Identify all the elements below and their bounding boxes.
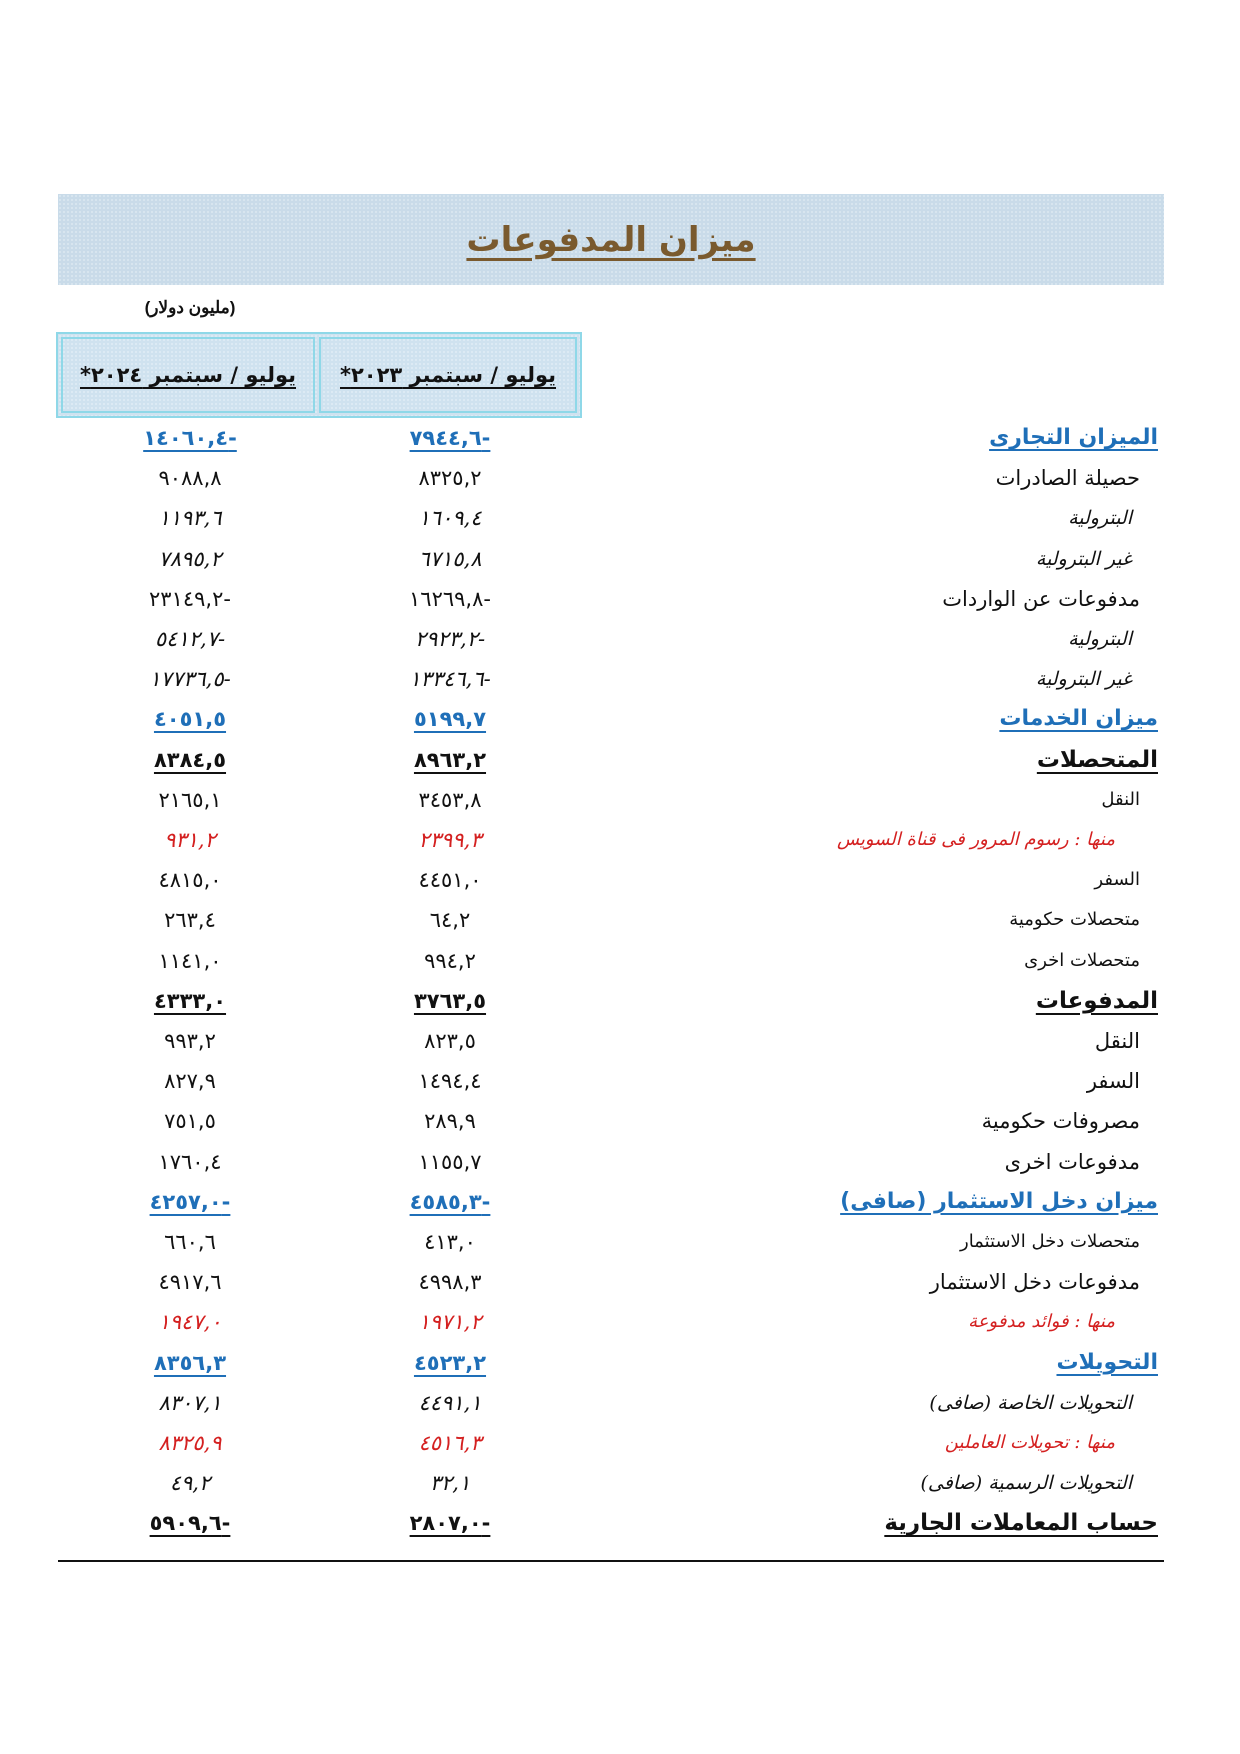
value-2024: ٩٣١,٢ [164, 828, 216, 852]
table-row [0, 1101, 1240, 1141]
value-2024: ٤٠٥١,٥ [153, 707, 227, 732]
value-2023: ٣٧٦٣,٥ [413, 988, 487, 1013]
value-2023: ٨٩٦٣,٢ [413, 747, 487, 772]
value-2024: ١١٤١,٠ [158, 948, 222, 973]
page-title: ميزان المدفوعات [466, 219, 756, 260]
value-2023: ٨٣٢٥,٢ [418, 466, 482, 491]
table-row [0, 539, 1240, 579]
value-2023: ٤٥٢٣,٢ [413, 1350, 487, 1375]
title-banner [58, 194, 1164, 285]
column-header-box [56, 332, 582, 418]
value-2023: ٦٧١٥,٨ [418, 546, 482, 571]
value-2024: ٤٨١٥,٠ [158, 868, 222, 893]
value-2024: -١٤٠٦٠,٤ [143, 426, 237, 450]
table-row [0, 619, 1240, 659]
value-2023: ١٦٠٩,٤ [418, 506, 482, 531]
row-label: النقل [1094, 1029, 1140, 1053]
value-2024: ٤٩,٢ [169, 1471, 211, 1496]
value-2023: ٣٢,١ [429, 1471, 471, 1496]
row-label: السفر [1094, 869, 1140, 891]
table-row [0, 981, 1240, 1021]
value-2023: ٤١٣,٠ [424, 1230, 476, 1254]
value-2024: -١٧٧٣٦,٥ [149, 667, 231, 692]
table-row [0, 699, 1240, 739]
value-2024: ٦٦٠,٦ [164, 1230, 216, 1254]
value-2024: ٨٣٢٥,٩ [158, 1431, 222, 1455]
value-2023: ٢٣٩٩,٣ [418, 828, 482, 852]
value-2024: ٤٩١٧,٦ [158, 1270, 222, 1295]
row-label: مدفوعات دخل الاستثمار [929, 1270, 1140, 1295]
value-2024: ٤٣٣٣,٠ [153, 988, 227, 1013]
value-2023: ٩٩٤,٢ [424, 948, 476, 973]
table-row [0, 1383, 1240, 1423]
row-label: متحصلات حكومية [1009, 909, 1140, 931]
value-2023: ٤٥١٦,٣ [418, 1431, 482, 1455]
value-2023: ٤٤٥١,٠ [418, 868, 482, 893]
value-2024: ٧٨٩٥,٢ [158, 546, 222, 571]
row-label: منها : فوائد مدفوعة [968, 1311, 1115, 1333]
table-row [0, 1061, 1240, 1101]
table-row [0, 1262, 1240, 1302]
row-label: منها : رسوم المرور فى قناة السويس [836, 829, 1115, 850]
value-2024: ٧٥١,٥ [164, 1109, 216, 1134]
value-2024: ٢١٦٥,١ [158, 787, 222, 812]
value-2024: ١٩٤٧,٠ [158, 1310, 222, 1335]
row-label: البترولية [1068, 507, 1132, 530]
value-2023: -١٣٣٤٦,٦ [409, 667, 491, 692]
table-row [0, 1222, 1240, 1262]
row-label: حصيلة الصادرات [995, 466, 1140, 491]
value-2023: -١٦٢٦٩,٨ [409, 586, 491, 611]
row-label: التحويلات [1056, 1349, 1158, 1375]
row-label: السفر [1086, 1069, 1140, 1094]
row-label: التحويلات الرسمية (صافى) [920, 1472, 1132, 1495]
value-2023: -٧٩٤٤,٦ [409, 426, 491, 450]
table-row [0, 941, 1240, 981]
value-2024: ١١٩٣,٦ [158, 506, 222, 531]
value-2023: ٨٢٣,٥ [424, 1029, 476, 1053]
value-2023: ٤٩٩٨,٣ [418, 1270, 482, 1295]
value-2023: -٢٨٠٧,٠ [409, 1511, 491, 1536]
table-row [0, 1343, 1240, 1383]
table-row [0, 1021, 1240, 1061]
row-label: مدفوعات اخرى [1004, 1149, 1140, 1174]
row-label: غير البترولية [1035, 547, 1132, 570]
value-2024: ٨٣٥٦,٣ [153, 1350, 227, 1375]
value-2024: ٨٣٠٧,١ [158, 1390, 222, 1415]
row-label: مدفوعات عن الواردات [942, 586, 1140, 611]
row-label: مصروفات حكومية [981, 1109, 1140, 1134]
value-2023: ٣٤٥٣,٨ [418, 787, 482, 812]
table-row [0, 1423, 1240, 1463]
value-2024: ٢٦٣,٤ [164, 908, 216, 933]
row-label: المتحصلات [1036, 746, 1158, 773]
row-label: ميزان دخل الاستثمار (صافى) [840, 1188, 1158, 1214]
row-label: متحصلات دخل الاستثمار [960, 1231, 1140, 1252]
table-row [0, 659, 1240, 699]
value-2024: ٨٣٨٤,٥ [153, 747, 227, 772]
table-row [0, 740, 1240, 780]
value-2024: ٨٢٧,٩ [164, 1069, 216, 1094]
table-row [0, 1142, 1240, 1182]
table-row [0, 1182, 1240, 1222]
value-2023: -٢٩٢٣,٢ [414, 627, 486, 651]
row-label: المدفوعات [1035, 987, 1158, 1014]
row-label: غير البترولية [1035, 668, 1132, 691]
value-2024: -٢٣١٤٩,٢ [149, 586, 231, 611]
column-header-2024: يوليو / سبتمبر ٢٠٢٤* [61, 337, 315, 413]
table-row [0, 579, 1240, 619]
value-2023: -٤٥٨٥,٣ [409, 1189, 491, 1214]
row-label: متحصلات اخرى [1024, 949, 1140, 971]
row-label: البترولية [1068, 628, 1132, 650]
value-2024: ٩٠٨٨,٨ [158, 466, 222, 491]
table-row [0, 1503, 1240, 1543]
table-row [0, 498, 1240, 538]
row-label: الميزان التجارى [989, 425, 1158, 450]
row-label: منها : تحويلات العاملين [944, 1432, 1115, 1453]
row-label: التحويلات الخاصة (صافى) [929, 1391, 1132, 1414]
table-row [0, 458, 1240, 498]
row-label: النقل [1101, 788, 1140, 810]
row-label: ميزان الخدمات [999, 706, 1158, 732]
value-2023: ١٤٩٤,٤ [418, 1069, 482, 1094]
table-bottom-rule [58, 1560, 1164, 1562]
value-2023: ١١٥٥,٧ [418, 1149, 482, 1174]
table-row [0, 900, 1240, 940]
value-2024: -٤٢٥٧,٠ [149, 1189, 231, 1214]
value-2023: ١٩٧١,٢ [418, 1310, 482, 1335]
value-2024: ٩٩٣,٢ [164, 1029, 216, 1053]
table-row [0, 1302, 1240, 1342]
value-2023: ٤٤٩١,١ [418, 1390, 482, 1415]
row-label: حساب المعاملات الجارية [884, 1510, 1158, 1537]
value-2024: -٥٩٠٩,٦ [149, 1511, 231, 1536]
value-2024: -٥٤١٢,٧ [154, 627, 226, 651]
value-2023: ٥١٩٩,٧ [413, 707, 487, 732]
value-2024: ١٧٦٠,٤ [158, 1149, 222, 1174]
table-row [0, 1463, 1240, 1503]
table-row [0, 780, 1240, 820]
value-2023: ٦٤,٢ [429, 908, 471, 933]
table-row [0, 820, 1240, 860]
unit-label: (مليون دولار) [144, 298, 236, 317]
table-row [0, 418, 1240, 458]
column-header-2023: يوليو / سبتمبر ٢٠٢٣* [319, 337, 577, 413]
table-row [0, 860, 1240, 900]
value-2023: ٢٨٩,٩ [424, 1109, 476, 1134]
